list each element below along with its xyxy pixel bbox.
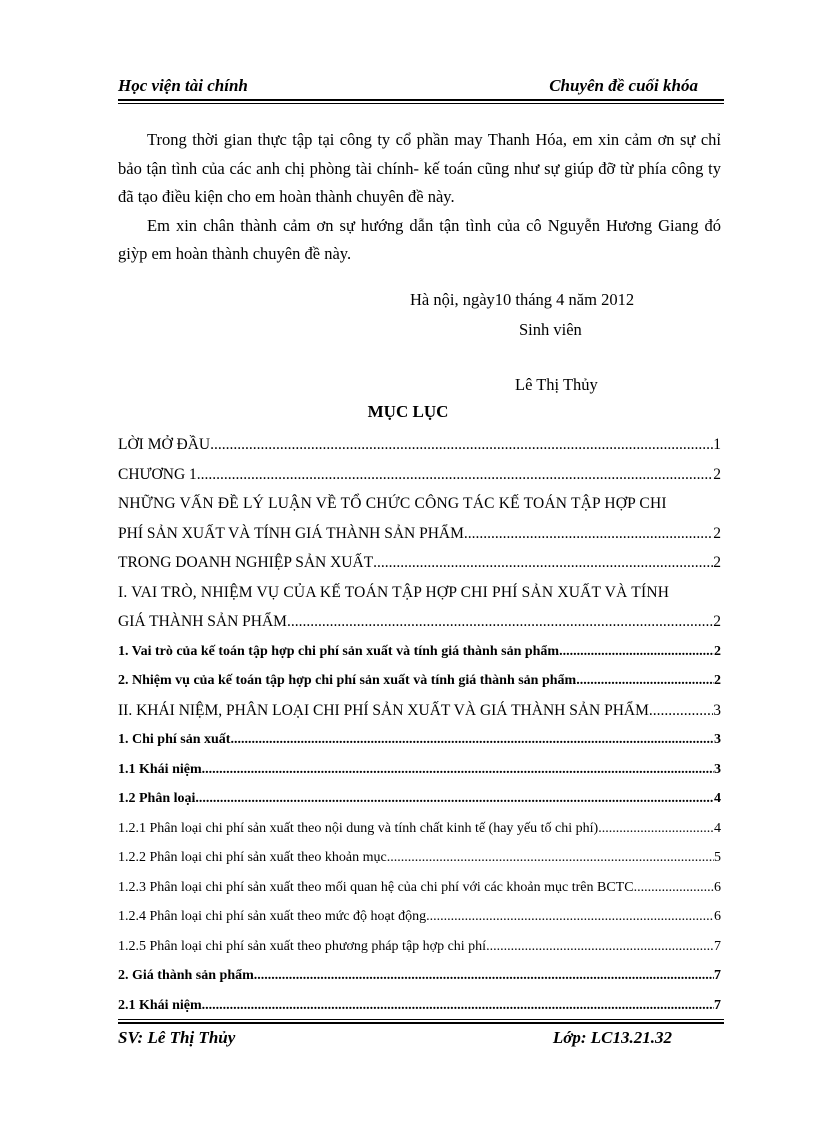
toc-entry-page: 7 (714, 968, 721, 983)
toc-leader (576, 666, 714, 696)
toc-leader (464, 519, 713, 549)
toc-leader (230, 725, 714, 755)
toc-entry[interactable] (118, 991, 721, 1021)
toc-entry[interactable] (118, 460, 721, 490)
toc-leader (254, 961, 714, 991)
toc-entry-page: 2 (713, 613, 721, 630)
toc-entry-text: 2. Nhiệm vụ của kế toán tập hợp chi phí sản xuất và tính giá thành sản phẩm (118, 673, 577, 688)
toc-entry-text: 1.2.2 Phân loại chi phí sản xuất theo khoản mục (118, 850, 387, 865)
toc-entry-page: 4 (714, 820, 721, 836)
toc-entry[interactable] (118, 873, 721, 903)
signature-name: Lê Thị Thủy (515, 375, 598, 394)
toc-entry-text: 1.2 Phân loại (118, 791, 196, 806)
toc-entry-page: 7 (714, 938, 721, 954)
toc-entry-page: 6 (714, 879, 721, 895)
toc-entry-page: 5 (714, 850, 721, 865)
toc-entry-text: PHÍ SẢN XUẤT VÀ TÍNH GIÁ THÀNH SẢN PHẨM (118, 524, 464, 542)
toc-entry[interactable] (118, 696, 721, 726)
toc-entry-page: 7 (714, 997, 721, 1013)
toc-entry-line[interactable]: NHỮNG VẤN ĐỀ LÝ LUẬN VỀ TỔ CHỨC CÔNG TÁC KẾ TOÁN TẬP HỢP CHI (118, 495, 667, 512)
toc-entry[interactable] (118, 755, 721, 785)
toc-entry-text: 1.2.3 Phân loại chi phí sản xuất theo mối quan hệ của chi phí với các khoản mục trên BCTC (118, 879, 634, 895)
toc-entry[interactable] (118, 607, 721, 637)
toc-entry-text: 1.2.5 Phân loại chi phí sản xuất theo phương pháp tập hợp chi phí (118, 938, 487, 954)
toc-leader (373, 548, 713, 578)
toc-entry[interactable] (118, 637, 721, 667)
table-of-contents (118, 430, 721, 1020)
toc-entry-text: II. KHÁI NIỆM, PHÂN LOẠI CHI PHÍ SẢN XUẤT VÀ GIÁ THÀNH SẢN PHẨM (118, 701, 649, 719)
toc-leader (202, 755, 714, 785)
toc-entry[interactable] (118, 814, 721, 844)
toc-leader (486, 932, 714, 962)
toc-leader (202, 991, 714, 1021)
toc-entry-page: 1 (713, 436, 721, 453)
toc-leader (387, 843, 714, 873)
footer-rule (118, 1022, 724, 1024)
toc-entry[interactable] (118, 902, 721, 932)
toc-entry-text: LỜI MỞ ĐẦU (118, 436, 211, 453)
toc-entry-text: 1. Chi phí sản xuất (118, 732, 231, 747)
toc-leader (634, 873, 714, 903)
toc-entry-page: 6 (714, 909, 721, 924)
toc-entry-page: 2 (713, 465, 721, 483)
toc-entry[interactable] (118, 548, 721, 578)
toc-entry[interactable] (118, 961, 721, 991)
toc-entry-page: 4 (714, 791, 721, 806)
toc-entry[interactable] (118, 519, 721, 549)
header-institution: Học viện tài chính (118, 76, 248, 95)
toc-entry-text: 2.1 Khái niệm (118, 997, 202, 1013)
toc-leader (426, 902, 714, 932)
toc-entry[interactable] (118, 784, 721, 814)
toc-entry-text: TRONG DOANH NGHIỆP SẢN XUẤT (118, 554, 374, 571)
signature-date: Hà nội, ngày10 tháng 4 năm 2012 (410, 290, 635, 309)
toc-entry-page: 3 (714, 732, 721, 747)
toc-leader (649, 696, 713, 726)
toc-title: MỤC LỤC (367, 402, 449, 421)
toc-entry-page: 3 (713, 701, 721, 719)
toc-entry-page: 3 (714, 761, 721, 777)
acknowledgement-text (118, 126, 721, 269)
toc-entry-page: 2 (714, 673, 721, 688)
toc-entry[interactable] (118, 430, 721, 460)
toc-entry-text: 1.2.1 Phân loại chi phí sản xuất theo nội dung và tính chất kinh tế (hay yếu tố chi phí) (118, 820, 599, 836)
toc-leader (210, 430, 713, 460)
toc-entry-page: 2 (714, 643, 721, 659)
page-header (118, 72, 724, 102)
toc-entry-page: 2 (713, 554, 721, 571)
toc-entry[interactable] (118, 666, 721, 696)
acknowledgement-paragraph-1: Trong thời gian thực tập tại công ty cổ phần may Thanh Hóa, em xin cảm ơn sự chỉ bảo tận tình của các anh chị phòng tài chính- kế toán cũng như sự giúp đỡ từ phía công ty đã tạo điều kiện cho em hoàn thành chuyên đề này. (118, 130, 721, 206)
toc-leader (287, 607, 713, 637)
acknowledgement-paragraph-2: Em xin chân thành cảm ơn sự hướng dẫn tận tình của cô Nguyễn Hương Giang đó giỳp em hoàn thành chuyên đề này. (118, 215, 721, 263)
toc-entry-line[interactable]: I. VAI TRÒ, NHIỆM VỤ CỦA KẾ TOÁN TẬP HỢP CHI PHÍ SẢN XUẤT VÀ TÍNH (118, 583, 670, 601)
page-footer (118, 1028, 724, 1054)
toc-leader (195, 784, 714, 814)
toc-entry-page: 2 (713, 524, 721, 542)
footer-rule-thin (118, 1019, 724, 1020)
header-document-type: Chuyên đề cuối khóa (549, 76, 698, 95)
toc-leader (197, 460, 713, 490)
toc-entry-text: 1.1 Khái niệm (118, 761, 202, 777)
toc-entry-text: GIÁ THÀNH SẢN PHẨM (118, 613, 287, 630)
header-rule-thin (118, 103, 724, 104)
toc-entry[interactable] (118, 843, 721, 873)
signature-label: Sinh viên (519, 320, 582, 339)
toc-leader (598, 814, 714, 844)
header-rule (118, 99, 724, 101)
toc-entry[interactable] (118, 725, 721, 755)
toc-entry-text: 2. Giá thành sản phẩm (118, 968, 254, 983)
toc-entry-text: 1.2.4 Phân loại chi phí sản xuất theo mức độ hoạt động (118, 909, 427, 924)
toc-entry[interactable] (118, 932, 721, 962)
footer-student: SV: Lê Thị Thủy (118, 1028, 236, 1047)
toc-leader (559, 637, 714, 667)
footer-class: Lớp: LC13.21.32 (552, 1028, 672, 1047)
toc-entry-text: 1. Vai trò của kế toán tập hợp chi phí sản xuất và tính giá thành sản phẩm (118, 643, 560, 659)
toc-entry-text: CHƯƠNG 1 (118, 465, 197, 483)
